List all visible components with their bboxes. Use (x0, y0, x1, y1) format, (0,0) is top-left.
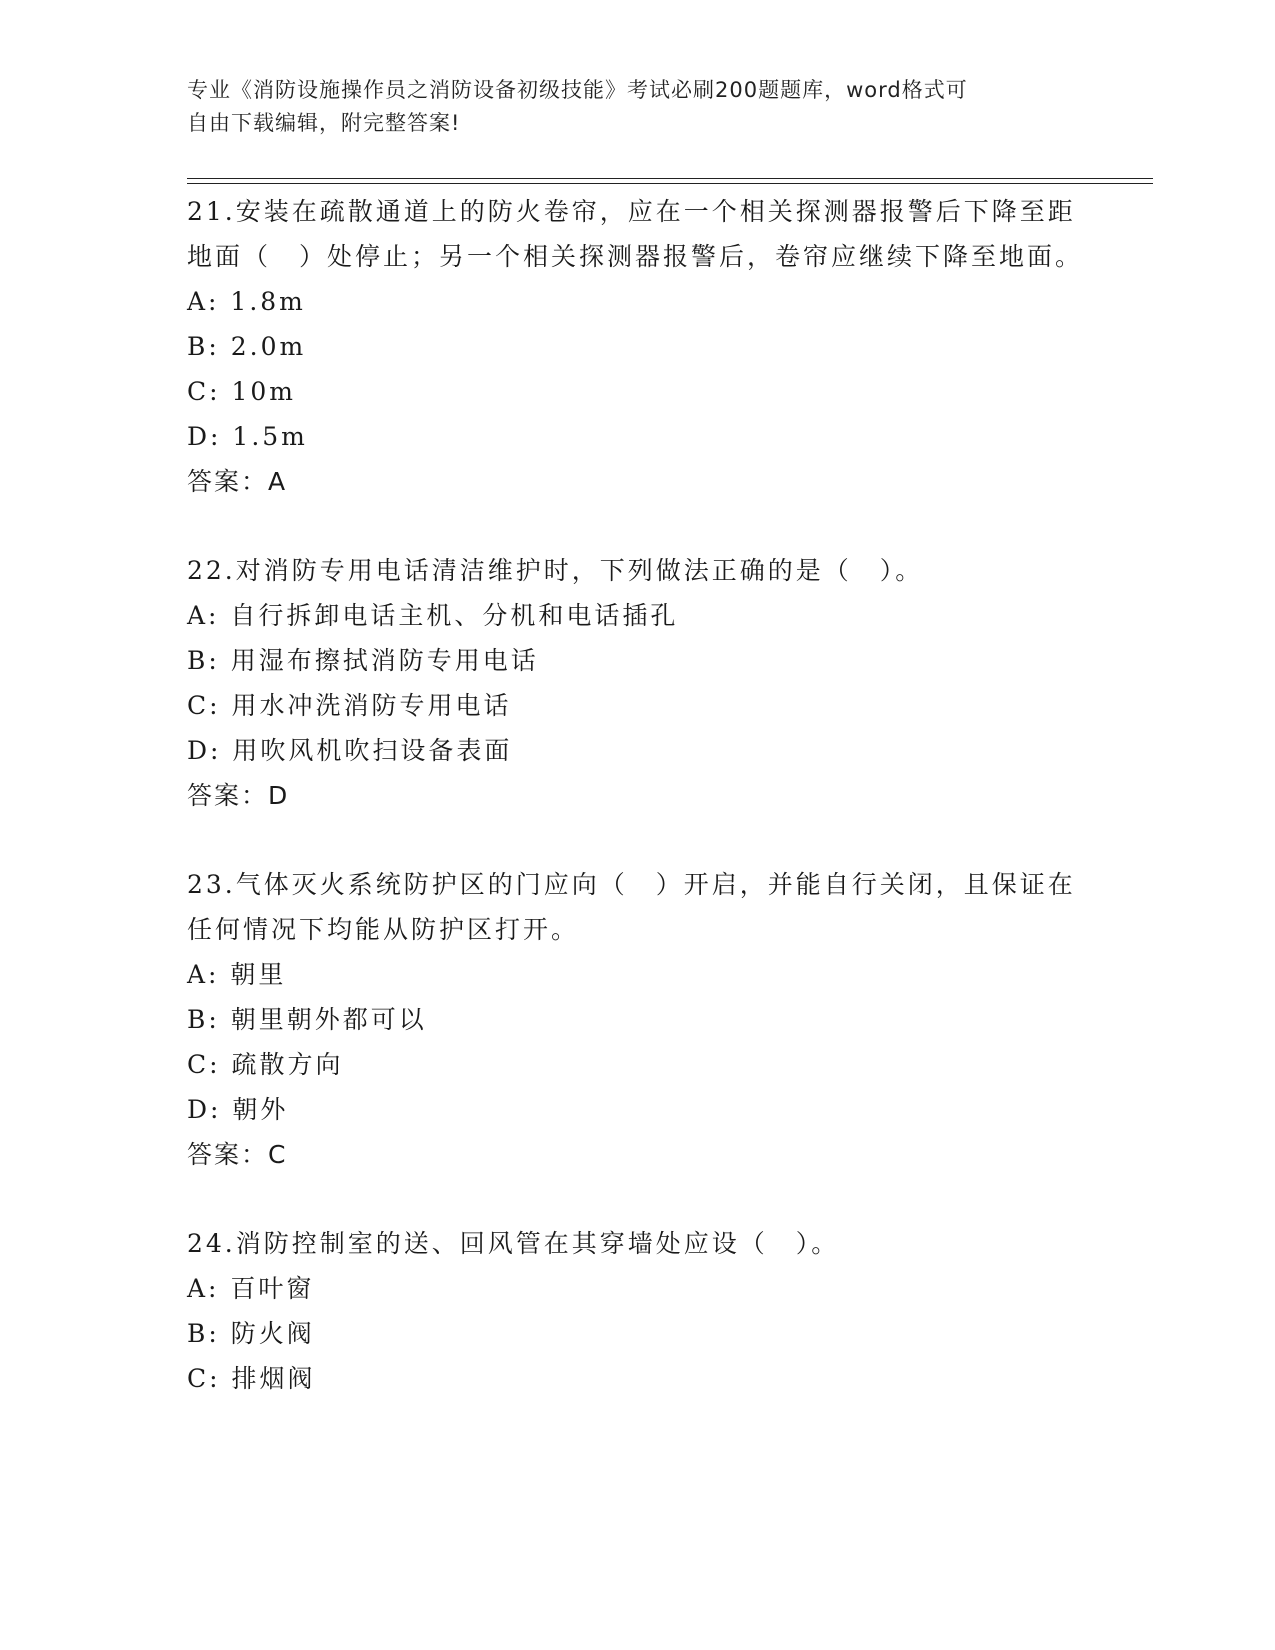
header-divider-top (187, 178, 1153, 179)
question-22 (187, 548, 1087, 818)
option-b: B: 2.0m (187, 332, 307, 361)
question-stem: 21.安装在疏散通道上的防火卷帘，应在一个相关探测器报警后下降至距地面（ ）处停止；另一个相关探测器报警后，卷帘应继续下降至地面。 (187, 197, 1084, 271)
option-d: D: 用吹风机吹扫设备表面 (187, 736, 513, 765)
answer-line: 答案：C (187, 1140, 288, 1169)
answer-line: 答案：A (187, 467, 288, 496)
option-c: C: 10m (187, 377, 297, 406)
option-a: A: 朝里 (187, 960, 287, 989)
option-a: A: 百叶窗 (187, 1274, 315, 1303)
question-stem: 23.气体灭火系统防护区的门应向（ ）开启，并能自行关闭，且保证在任何情况下均能从防护区打开。 (187, 870, 1076, 944)
option-c: C: 排烟阀 (187, 1364, 316, 1393)
option-d: D: 朝外 (187, 1095, 289, 1124)
header-divider-bottom (187, 183, 1153, 184)
option-b: B: 防火阀 (187, 1319, 315, 1348)
question-23 (187, 862, 1087, 1177)
question-stem: 22.对消防专用电话清洁维护时，下列做法正确的是（ ）。 (187, 556, 924, 585)
header-line-2: 自由下载编辑，附完整答案! (187, 111, 461, 135)
question-21 (187, 189, 1087, 504)
option-d: D: 1.5m (187, 422, 308, 451)
option-c: C: 疏散方向 (187, 1050, 344, 1079)
option-a: A: 1.8m (187, 287, 306, 316)
answer-line: 答案：D (187, 781, 290, 810)
document-header (187, 74, 1067, 140)
option-c: C: 用水冲洗消防专用电话 (187, 691, 512, 720)
option-a: A: 自行拆卸电话主机、分机和电话插孔 (187, 601, 679, 630)
question-stem: 24.消防控制室的送、回风管在其穿墙处应设（ ）。 (187, 1229, 840, 1258)
option-b: B: 朝里朝外都可以 (187, 1005, 427, 1034)
question-24 (187, 1221, 1087, 1401)
option-b: B: 用湿布擦拭消防专用电话 (187, 646, 539, 675)
question-list (187, 189, 1087, 1445)
header-line-1: 专业《消防设施操作员之消防设备初级技能》考试必刷200题题库，word格式可 (187, 78, 968, 102)
